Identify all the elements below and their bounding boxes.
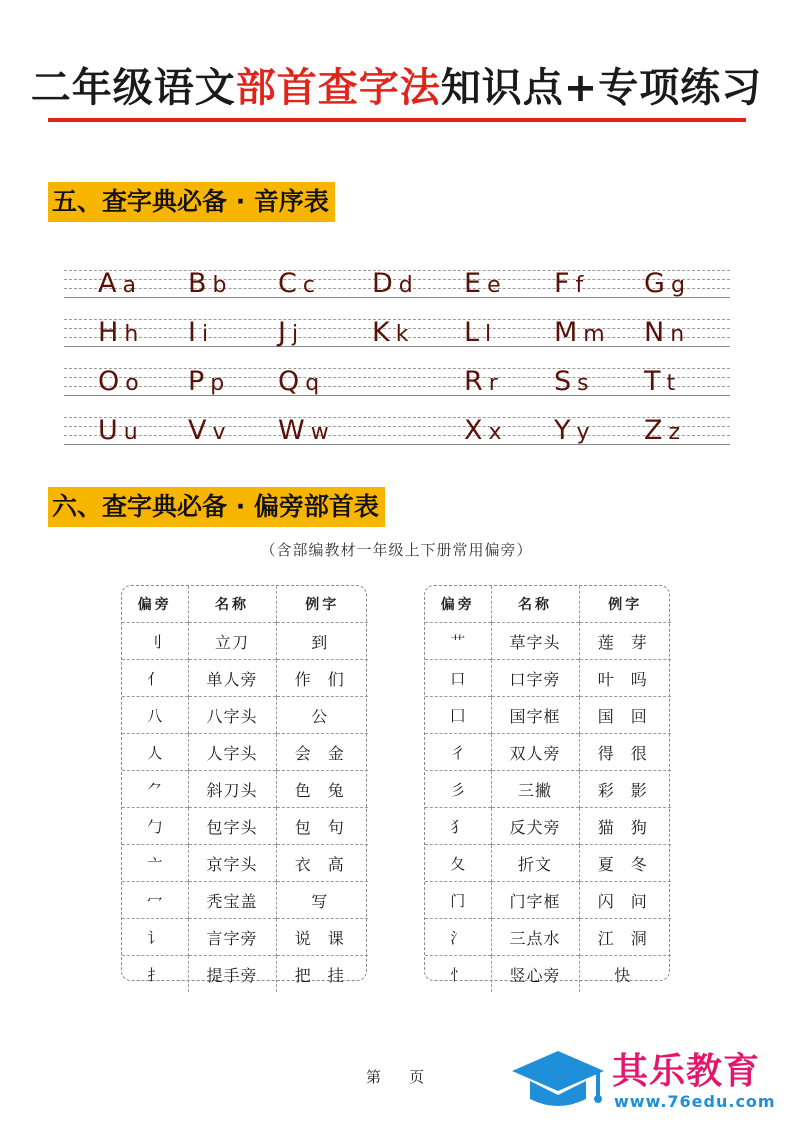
table-row [425,660,671,697]
radical-name-cell: 国字框 [491,697,579,734]
uppercase-letter: Y [554,415,571,446]
uppercase-letter: V [188,415,207,446]
example-chars-cell: 作 们 [276,660,368,697]
lowercase-letter: j [291,322,299,347]
radical-cell: 八 [122,697,188,734]
letter-pair [644,368,675,396]
table-row [425,845,671,882]
letter-pair [98,368,139,396]
example-chars-cell: 江 洞 [579,919,671,956]
radical-cell: 扌 [122,956,188,993]
table-row [122,734,368,771]
radical-name-cell: 门字框 [491,882,579,919]
lowercase-letter: o [125,371,139,396]
lowercase-letter: e [487,273,501,298]
example-chars-cell: 色 兔 [276,771,368,808]
letter-pair [278,270,315,298]
radical-name-cell: 提手旁 [188,956,276,993]
letter-pair [644,270,685,298]
footer-label-2: 页 [409,1068,425,1086]
lowercase-letter: w [310,420,329,445]
letter-pair [98,270,136,298]
title-part-3: 知识点+专项练习 [440,65,763,111]
radical-cell: 氵 [425,919,491,956]
uppercase-letter: U [98,415,118,446]
table-row [425,734,671,771]
example-chars-cell: 快 [579,956,671,993]
table-header-row [425,586,671,623]
uppercase-letter: D [372,268,393,299]
radical-name-cell: 草字头 [491,623,579,660]
lowercase-letter: g [670,273,685,298]
header-example: 例字 [276,586,368,623]
uppercase-letter: N [644,317,665,348]
header-example: 例字 [579,586,671,623]
example-chars-cell: 彩 影 [579,771,671,808]
radical-name-cell: 双人旁 [491,734,579,771]
lowercase-letter: k [395,322,409,347]
uppercase-letter: H [98,317,119,348]
table-row [425,771,671,808]
example-chars-cell: 包 句 [276,808,368,845]
letter-pair [188,270,227,298]
radical-name-cell: 立刀 [188,623,276,660]
lowercase-letter: d [398,273,413,298]
letter-pair [644,417,680,445]
letter-pair [464,368,498,396]
letter-pair [188,319,208,347]
radical-cell: 亠 [122,845,188,882]
example-chars-cell: 莲 芽 [579,623,671,660]
lowercase-letter: x [488,420,502,445]
footer-label-1: 第 [366,1068,382,1086]
uppercase-letter: P [188,366,205,397]
radical-cell: 口 [425,660,491,697]
radical-cell: 讠 [122,919,188,956]
table-header-row [122,586,368,623]
lowercase-letter: m [583,322,605,347]
radical-cell: 人 [122,734,188,771]
table-row [122,697,368,734]
example-chars-cell: 到 [276,623,368,660]
letter-pair [554,319,605,347]
radical-table-left [121,585,367,985]
uppercase-letter: Z [644,415,663,446]
uppercase-letter: A [98,268,117,299]
uppercase-letter: J [278,317,286,348]
radical-name-cell: 反犬旁 [491,808,579,845]
table-row [425,623,671,660]
example-chars-cell: 衣 高 [276,845,368,882]
radical-name-cell: 折文 [491,845,579,882]
header-radical: 偏旁 [440,597,475,613]
uppercase-letter: Q [278,366,300,397]
example-chars-cell: 写 [276,882,368,919]
letter-pair [372,319,408,347]
header-name: 名称 [188,586,276,623]
lowercase-letter: q [305,371,320,396]
lowercase-letter: f [575,273,584,298]
table-row [122,882,368,919]
letter-pair [278,319,298,347]
table-row [425,697,671,734]
letter-pair [554,368,589,396]
brand-name: 其乐教育 [612,1051,761,1092]
table-row [425,808,671,845]
lowercase-letter: c [302,273,315,298]
alphabet-row [64,417,730,445]
radical-name-cell: 三点水 [491,919,579,956]
uppercase-letter: K [372,317,390,348]
letter-pair [372,270,413,298]
radical-cell: 冖 [122,882,188,919]
table-row [122,771,368,808]
example-chars-cell: 叶 吗 [579,660,671,697]
radical-cell: 亻 [122,660,188,697]
radical-name-cell: 八字头 [188,697,276,734]
lowercase-letter: l [485,322,492,347]
letter-pair [98,417,138,445]
lowercase-letter: h [124,322,139,347]
radical-cell: 囗 [425,697,491,734]
uppercase-letter: L [464,317,480,348]
radical-cell: 夂 [425,845,491,882]
radical-name-cell: 三撇 [491,771,579,808]
lowercase-letter: a [122,273,136,298]
table-row [425,919,671,956]
lowercase-letter: z [668,420,681,445]
uppercase-letter: B [188,268,207,299]
title-part-1: 二年级语文 [30,65,236,111]
section-5-heading: 五、查字典必备 · 音序表 [48,182,335,222]
lowercase-letter: t [666,371,676,396]
table-row [122,808,368,845]
example-chars-cell: 闪 问 [579,882,671,919]
radical-table-right [424,585,670,985]
section-6-heading: 六、查字典必备 · 偏旁部首表 [48,487,385,527]
radical-name-cell: 单人旁 [188,660,276,697]
lowercase-letter: b [212,273,227,298]
letter-pair [554,270,583,298]
letter-pair [278,417,329,445]
table-row [425,882,671,919]
example-chars-cell: 公 [276,697,368,734]
example-chars-cell: 猫 狗 [579,808,671,845]
alphabet-row [64,368,730,396]
lowercase-letter: n [670,322,685,347]
letter-pair [188,417,226,445]
uppercase-letter: R [464,366,483,397]
radical-name-cell: 秃宝盖 [188,882,276,919]
radical-name-cell: 人字头 [188,734,276,771]
radical-cell: 勹 [122,808,188,845]
table-row [122,660,368,697]
radical-name-cell: 包字头 [188,808,276,845]
alphabet-table [64,270,730,460]
example-chars-cell: 会 金 [276,734,368,771]
letter-pair [98,319,138,347]
lowercase-letter: y [576,420,590,445]
radical-name-cell: 言字旁 [188,919,276,956]
uppercase-letter: O [98,366,120,397]
lowercase-letter: r [488,371,498,396]
letter-pair [464,417,502,445]
radical-name-cell: 口字旁 [491,660,579,697]
title-underline [48,118,746,122]
radical-cell: 门 [425,882,491,919]
table-row [122,956,368,993]
uppercase-letter: X [464,415,483,446]
graduation-cap-icon [508,1043,608,1115]
uppercase-letter: E [464,268,482,299]
radical-cell: 艹 [425,623,491,660]
radical-name-cell: 斜刀头 [188,771,276,808]
section-6-subtitle: （含部编教材一年级上下册常用偏旁） [260,541,533,559]
uppercase-letter: C [278,268,297,299]
uppercase-letter: S [554,366,572,397]
brand-watermark [508,1043,788,1115]
header-name: 名称 [491,586,579,623]
brand-url: www.76edu.com [614,1092,776,1111]
lowercase-letter: p [210,371,225,396]
radical-cell: 彡 [425,771,491,808]
lowercase-letter: u [123,420,138,445]
example-chars-cell: 把 挂 [276,956,368,993]
table-row [425,956,671,993]
letter-pair [188,368,224,396]
letter-pair [464,319,491,347]
radical-cell: ⺈ [122,771,188,808]
page-title [0,62,793,114]
header-radical: 偏旁 [137,597,172,613]
radical-cell: 忄 [425,956,491,993]
uppercase-letter: I [188,317,196,348]
radical-name-cell: 竖心旁 [491,956,579,993]
uppercase-letter: G [644,268,665,299]
letter-pair [278,368,319,396]
uppercase-letter: W [278,415,305,446]
lowercase-letter: i [201,322,209,347]
example-chars-cell: 得 很 [579,734,671,771]
radical-cell: 彳 [425,734,491,771]
radical-name-cell: 京字头 [188,845,276,882]
lowercase-letter: s [577,371,589,396]
table-row [122,623,368,660]
example-chars-cell: 说 课 [276,919,368,956]
example-chars-cell: 国 回 [579,697,671,734]
example-chars-cell: 夏 冬 [579,845,671,882]
radical-cell: 刂 [122,623,188,660]
alphabet-row [64,270,730,298]
table-row [122,845,368,882]
radical-cell: 犭 [425,808,491,845]
uppercase-letter: T [644,366,661,397]
letter-pair [464,270,501,298]
uppercase-letter: M [554,317,578,348]
title-part-2-highlight: 部首查字法 [235,65,441,111]
uppercase-letter: F [554,268,570,299]
lowercase-letter: v [212,420,226,445]
letter-pair [554,417,590,445]
letter-pair [644,319,684,347]
alphabet-row [64,319,730,347]
page-footer [366,1066,424,1087]
table-row [122,919,368,956]
